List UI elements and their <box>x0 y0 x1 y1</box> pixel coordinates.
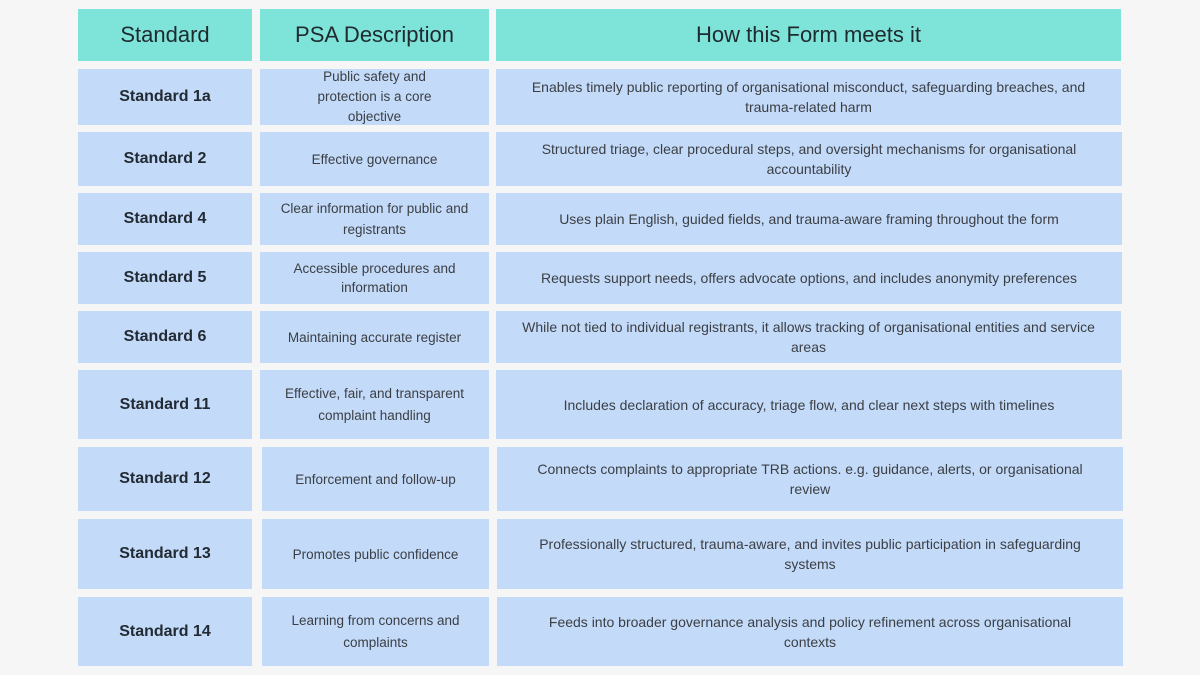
header-psa-description: PSA Description <box>260 9 489 61</box>
form-meets-cell: Connects complaints to appropriate TRB actions. e.g. guidance, alerts, or organisational review <box>497 447 1123 511</box>
psa-description-cell: Learning from concerns and complaints <box>262 597 489 666</box>
psa-description-cell: Public safety and protection is a core objective <box>260 69 489 125</box>
header-how-form-meets: How this Form meets it <box>496 9 1121 61</box>
form-meets-cell: Includes declaration of accuracy, triage flow, and clear next steps with timelines <box>496 370 1122 439</box>
psa-description-cell: Accessible procedures and information <box>260 252 489 304</box>
standard-cell: Standard 4 <box>78 193 252 245</box>
form-meets-cell: Structured triage, clear procedural steps, and oversight mechanisms for organisational accountability <box>496 132 1122 186</box>
standard-cell: Standard 12 <box>78 447 252 511</box>
standard-cell: Standard 6 <box>78 311 252 363</box>
standard-cell: Standard 5 <box>78 252 252 304</box>
header-standard: Standard <box>78 9 252 61</box>
form-meets-cell: Enables timely public reporting of organisational misconduct, safeguarding breaches, and trauma-related harm <box>496 69 1121 125</box>
psa-description-cell: Enforcement and follow-up <box>262 447 489 511</box>
standard-cell: Standard 13 <box>78 519 252 589</box>
form-meets-cell: Requests support needs, offers advocate options, and includes anonymity preferences <box>496 252 1122 304</box>
psa-description-cell: Promotes public confidence <box>262 519 489 589</box>
psa-description-cell: Effective governance <box>260 132 489 186</box>
form-meets-cell: Professionally structured, trauma-aware, and invites public participation in safeguarding systems <box>497 519 1123 589</box>
form-meets-cell: Feeds into broader governance analysis and policy refinement across organisational contexts <box>497 597 1123 666</box>
standard-cell: Standard 2 <box>78 132 252 186</box>
form-meets-cell: While not tied to individual registrants, it allows tracking of organisational entities and service areas <box>496 311 1121 363</box>
psa-description-cell: Maintaining accurate register <box>260 311 489 363</box>
standard-cell: Standard 11 <box>78 370 252 439</box>
standard-cell: Standard 14 <box>78 597 252 666</box>
form-meets-cell: Uses plain English, guided fields, and trauma-aware framing throughout the form <box>496 193 1122 245</box>
psa-description-cell: Clear information for public and registrants <box>260 193 489 245</box>
psa-description-cell: Effective, fair, and transparent complaint handling <box>260 370 489 439</box>
standard-cell: Standard 1a <box>78 69 252 125</box>
